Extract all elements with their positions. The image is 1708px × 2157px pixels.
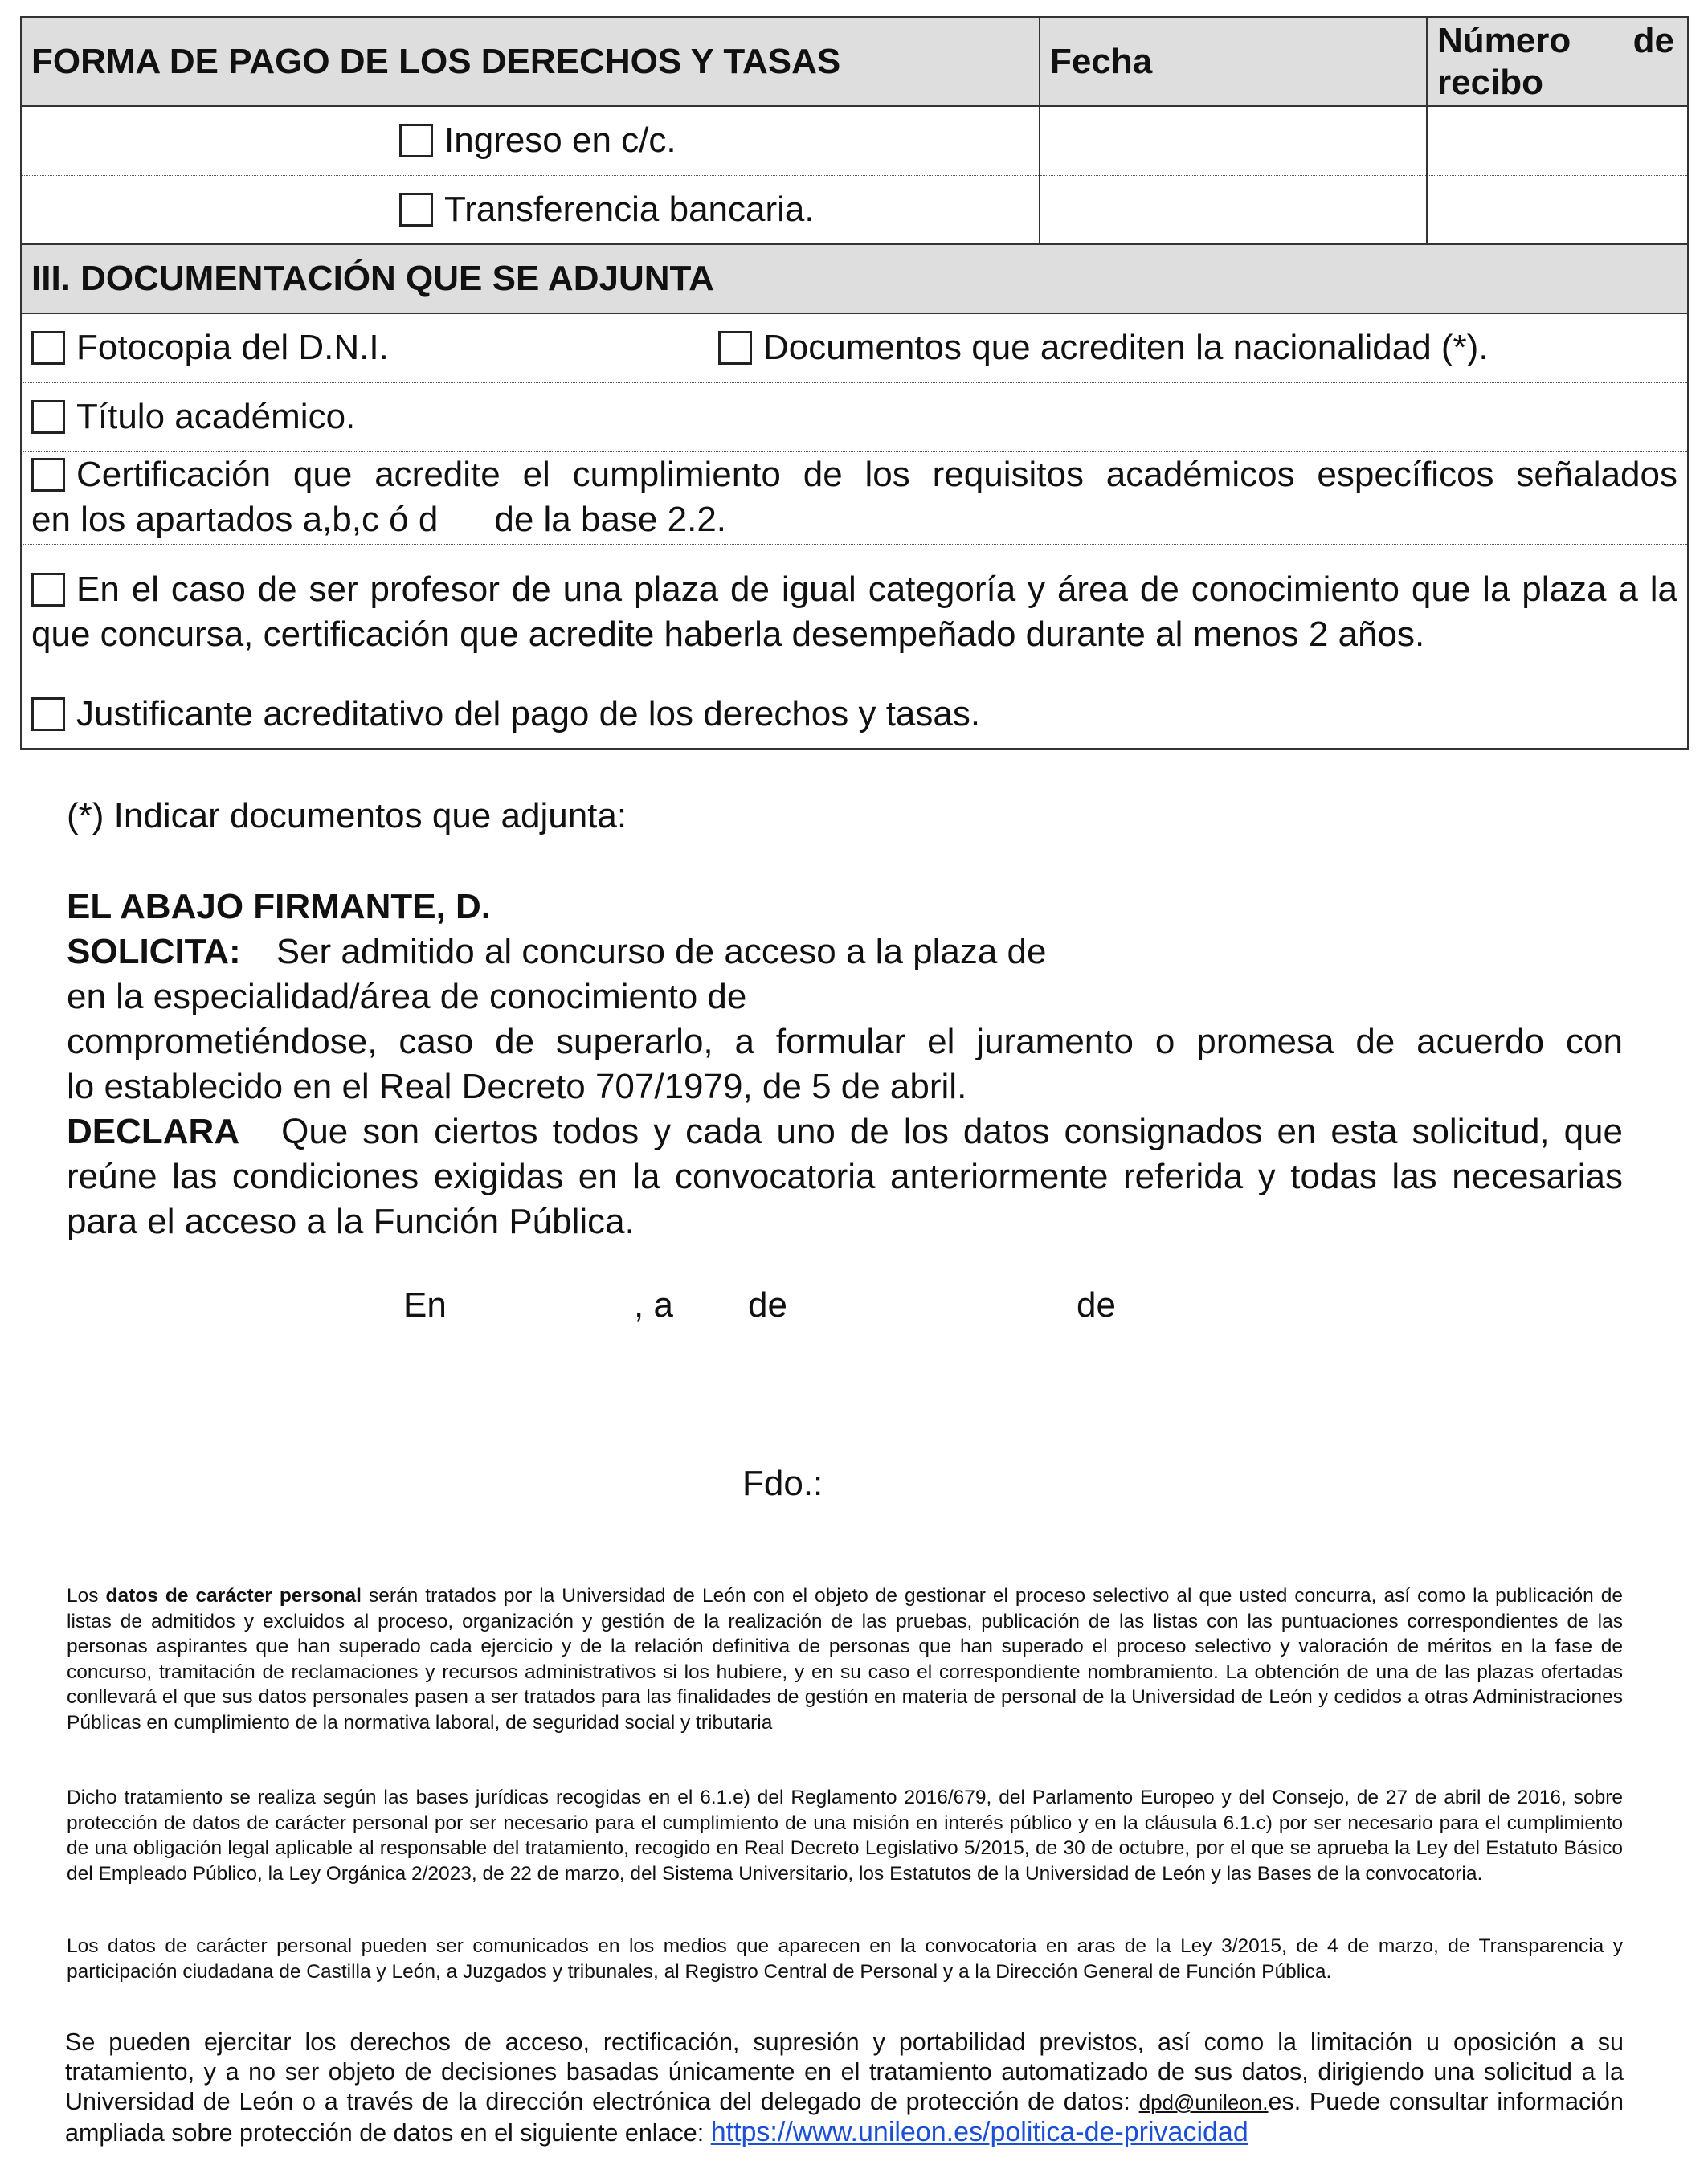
title-checkbox[interactable] [31, 400, 65, 434]
privacy-p4-email-tail: es. [1268, 2088, 1301, 2115]
attached-docs-note: (*) Indicar documentos que adjunta: [67, 796, 627, 835]
transferencia-label: Transferencia bancaria. [444, 189, 815, 229]
dpd-email-link[interactable]: dpd@unileon. [1138, 2090, 1269, 2114]
payment-proof-checkbox[interactable] [31, 697, 65, 731]
date-de-2: de [1077, 1285, 1116, 1325]
date-header: Fecha [1040, 17, 1427, 106]
ingreso-checkbox[interactable] [399, 124, 433, 157]
place-en: En [403, 1285, 447, 1325]
receipt-word: recibo [1437, 62, 1544, 102]
commit-line1: comprometiéndose, caso de superarlo, a formular el juramento o promesa de acuerdo con [67, 1022, 1623, 1061]
doc-row-payment-proof [21, 680, 1688, 749]
nationality-item [718, 328, 1489, 368]
transferencia-receipt-cell[interactable] [1427, 175, 1688, 244]
privacy-p1-pre: Los [67, 1585, 99, 1607]
privacy-paragraph-4 [65, 2028, 1624, 2148]
dni-checkbox[interactable] [31, 331, 65, 365]
ingreso-receipt-cell[interactable] [1427, 106, 1688, 175]
privacy-paragraph-2: Dicho tratamiento se realiza según las bases jurídicas recogidas en el 6.1.e) del Reglamento 2016/679, del Parlamento Europeo y del Consejo, de 27 de abril de 2016, sobre protección de datos de carácter personal por ser necesario para el cumplimiento de una misión en interés público y en la cláusula 6.1.c) por ser necesario para el cumplimiento de una obligación legal aplicable al responsable del tratamiento, recogido en Real Decreto Legislativo 5/2015, de 30 de octubre, por el que se aprueba la Ley del Estatuto Básico del Empleado Público, la Ley Orgánica 2/2023, de 22 de marzo, del Sistema Universitario, los Estatutos de la Universidad de León y las Bases de la convocatoria. [67, 1787, 1623, 1885]
doc-row-certification [21, 451, 1688, 544]
payment-option-ingreso [21, 106, 1040, 175]
date-de-1: de [748, 1285, 787, 1325]
declara-label: DECLARA [67, 1112, 240, 1151]
doc-row-dni [21, 313, 1688, 382]
payment-method-header: FORMA DE PAGO DE LOS DERECHOS Y TASAS [21, 17, 1040, 106]
payment-proof-label: Justificante acreditativo del pago de los derechos y tasas. [76, 693, 981, 733]
certification-line1: Certificación que acredite el cumplimiento de los requisitos académicos específicos señalados [76, 454, 1677, 494]
declaration-block [67, 884, 1623, 1244]
privacy-p1-rest: serán tratados por la Universidad de León con el objeto de gestionar el proceso selectivo al que usted concurra, así como la publicación de listas de admitidos y excluidos al proceso, organización y gestión de la realización de las pruebas, publicación de las listas con las puntuaciones correspondientes de las personas aspirantes que han superado cada ejercicio y de la relación definitiva de personas que han superado el proceso selectivo y valoración de méritos en la fase de concurso, tramitación de reclamaciones y recursos administrativos si los hubiere, y en su caso el correspondiente nombramiento. La obtención de una de las plazas ofertadas conllevará el que sus datos personales pasen a ser tratados para las finalidades de gestión en materia de personal de la Universidad de León y cedidos a otras Administraciones Públicas en cumplimiento de la normativa laboral, de seguridad social y tributaria [67, 1585, 1624, 1734]
certification-line2a: en los apartados a,b,c ó d [31, 499, 439, 539]
payment-option-transferencia [21, 175, 1040, 244]
privacy-paragraph-1 [67, 1583, 1623, 1735]
doc-row-professor [21, 544, 1688, 680]
receipt-number-header [1427, 17, 1688, 106]
receipt-de-word: de [1632, 20, 1674, 60]
doc-row-title [21, 382, 1688, 451]
certification-line2b: de la base 2.2. [494, 499, 727, 539]
signer-label: EL ABAJO FIRMANTE, D. [67, 887, 492, 926]
privacy-p4-pre: Se pueden ejercitar los derechos de acceso, rectificación, supresión y portabilidad previstos, así como la limitación u oposición a su tratamiento, y a no ser objeto de decisiones basadas únicamente en el tratamiento automatizado de sus datos, dirigiendo una solicitud a la Universidad de León o a través de la dirección electrónica del delegado de protección de datos: [65, 2028, 1624, 2115]
declara-text: Que son ciertos todos y cada uno de los datos consignados en esta solicitud, que reúne las condiciones exigidas en la convocatoria anteriormente referida y todas las necesarias para el acceso a la Función Pública. [67, 1112, 1623, 1241]
privacy-p4-mid: Puede consultar información ampliada sobre protección de datos en el siguiente enlace: [65, 2088, 1624, 2147]
ingreso-label: Ingreso en c/c. [444, 121, 676, 161]
professor-checkbox[interactable] [31, 573, 65, 607]
form-table [20, 16, 1689, 750]
solicita-label: SOLICITA: [67, 932, 241, 971]
privacy-paragraph-3: Los datos de carácter personal pueden ser comunicados en los medios que aparecen en la convocatoria en aras de la Ley 3/2015, de 4 de marzo, de Transparencia y participación ciudadana de Castilla y León, a Juzgados y tribunales, al Registro Central de Personal y a la Dirección General de Función Pública. [67, 1935, 1623, 1983]
privacy-p1-bold: datos de carácter personal [105, 1585, 362, 1607]
dni-label: Fotocopia del D.N.I. [76, 328, 389, 368]
professor-label: En el caso de ser profesor de una plaza de igual categoría y área de conocimiento que la plaza a la que concursa, certificación que acredite haberla desempeñado durante al menos 2 años. [31, 569, 1677, 654]
title-label: Título académico. [76, 397, 356, 436]
certification-checkbox[interactable] [31, 458, 65, 492]
transferencia-checkbox[interactable] [399, 193, 433, 227]
commit-line2: lo establecido en el Real Decreto 707/1979, de 5 de abril. [67, 1067, 967, 1106]
receipt-number-word: Número [1437, 20, 1571, 60]
transferencia-date-cell[interactable] [1040, 175, 1427, 244]
solicita-text: Ser admitido al concurso de acceso a la plaza de [276, 932, 1047, 971]
ingreso-date-cell[interactable] [1040, 106, 1427, 175]
nationality-checkbox[interactable] [718, 331, 752, 365]
documentation-section-title: III. DOCUMENTACIÓN QUE SE ADJUNTA [21, 244, 1688, 313]
place-a: , a [634, 1285, 673, 1325]
nationality-label: Documentos que acrediten la nacionalidad (*). [763, 328, 1489, 368]
area-line: en la especialidad/área de conocimiento de [67, 977, 747, 1016]
privacy-policy-link[interactable]: https://www.unileon.es/politica-de-privacidad [710, 2117, 1248, 2147]
signature-label: Fdo.: [742, 1464, 823, 1503]
